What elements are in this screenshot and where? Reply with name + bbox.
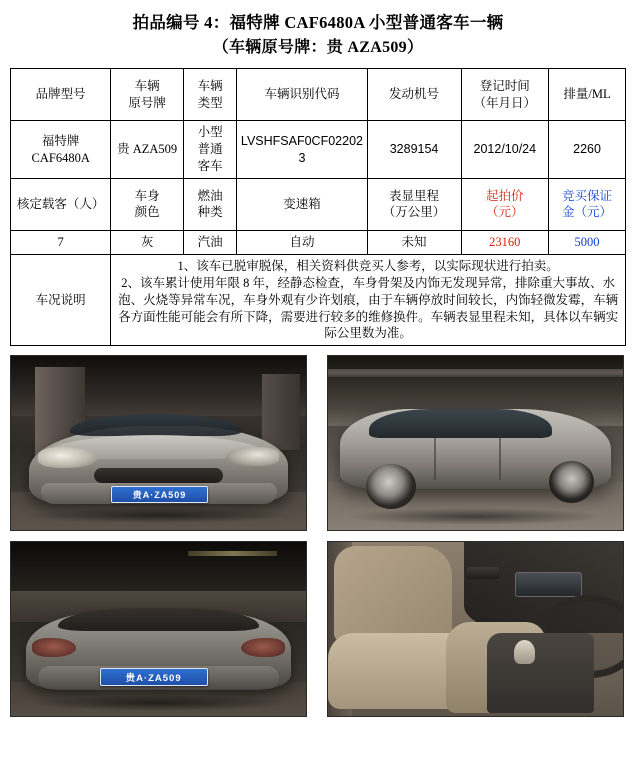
header-deposit: 竞买保证 金（元）: [549, 178, 626, 230]
value-body-color: 灰: [111, 230, 184, 254]
side-rear-view-image: [328, 356, 623, 530]
title-line-2: （车辆原号牌：贵 AZA509）: [212, 38, 424, 56]
side-windows: [369, 409, 552, 439]
value-start-price: 23160: [461, 230, 549, 254]
table-description-row: [11, 254, 626, 345]
headlight-right: [226, 447, 279, 466]
header-registration-date: 登记时间 （年月日）: [461, 69, 549, 121]
value-brand-model: 福特牌 CAF6480A: [11, 121, 111, 179]
header-body-color: 车身 颜色: [111, 178, 184, 230]
value-fuel-type: 汽油: [183, 230, 236, 254]
car-shadow: [29, 695, 289, 711]
ceiling-light: [188, 551, 277, 556]
car-shadow: [346, 508, 606, 525]
center-screen: [515, 572, 582, 597]
interior-view-photo: [327, 541, 624, 717]
air-vent: [467, 567, 499, 579]
seat-backrest: [334, 546, 452, 643]
front-view-photo: [10, 355, 307, 531]
description-label: 车况说明: [11, 254, 111, 345]
garage-pillar-secondary: [262, 374, 300, 451]
value-engine-no: 3289154: [367, 121, 461, 179]
license-plate: 贵A·ZA509: [111, 486, 207, 503]
description-line-1: 1、该车已脱审脱保，相关资料供竞买人参考，以实际现状进行拍卖。: [177, 258, 559, 273]
header-vehicle-type: 车辆 类型: [183, 69, 236, 121]
taillight-right: [241, 638, 285, 657]
value-registration-date: 2012/10/24: [461, 121, 549, 179]
value-deposit: 5000: [549, 230, 626, 254]
vehicle-info-table: [10, 68, 626, 346]
table-value-row-2: [11, 230, 626, 254]
front-grille: [94, 468, 224, 484]
value-displacement: 2260: [549, 121, 626, 179]
header-engine-no: 发动机号: [367, 69, 461, 121]
headlight-left: [38, 447, 97, 468]
rear-view-photo: [10, 541, 307, 717]
value-original-plate: 贵 AZA509: [111, 121, 184, 179]
license-plate: 贵A·ZA509: [100, 668, 208, 687]
header-gearbox: 变速箱: [237, 178, 367, 230]
side-rear-view-photo: [327, 355, 624, 531]
taillight-left: [32, 638, 76, 657]
front-view-image: [11, 356, 306, 530]
rear-view-image: [11, 542, 306, 716]
value-vehicle-type: 小型 普通 客车: [183, 121, 236, 179]
title-line-1: 拍品编号 4：福特牌 CAF6480A 小型普通客车一辆: [132, 13, 504, 32]
value-mileage: 未知: [367, 230, 461, 254]
header-capacity: 核定载客（人）: [11, 178, 111, 230]
header-original-plate: 车辆 原号牌: [111, 69, 184, 121]
vehicle-photo-grid: [10, 355, 626, 717]
ceiling-pipe: [328, 369, 623, 378]
windshield: [70, 414, 241, 437]
value-gearbox: 自动: [237, 230, 367, 254]
table-header-row-2: [11, 178, 626, 230]
page-title: [10, 10, 626, 60]
header-brand-model: 品牌型号: [11, 69, 111, 121]
center-console: [487, 633, 593, 713]
header-start-price: 起拍价 （元）: [461, 178, 549, 230]
header-mileage: 表显里程 （万公里）: [367, 178, 461, 230]
description-body: [111, 254, 626, 345]
header-displacement: 排量/ML: [549, 69, 626, 121]
description-line-2: 2、该车累计使用年限 8 年，经静态检查，车身骨架及内饰无发现异常，排除重大事故、水泡、火烧等异常车况，车身外观有少许划痕，由于车辆停放时间较长，内饰轻微发霉，车辆各方面性能可能会有所下降，需要进行较多的维修换件。车辆表显里程未知，具体以车辆实际公里数为准。: [118, 275, 619, 341]
wheel-front: [549, 461, 593, 503]
header-vin: 车辆识别代码: [237, 69, 367, 121]
table-header-row-1: [11, 69, 626, 121]
header-fuel-type: 燃油 种类: [183, 178, 236, 230]
door-seam-rear: [499, 436, 501, 480]
car-shadow: [26, 508, 292, 524]
table-value-row-1: [11, 121, 626, 179]
door-seam-front: [434, 438, 436, 480]
interior-view-image: [328, 542, 623, 716]
rear-window: [58, 608, 259, 631]
value-vin: LVSHFSAF0CF022023: [237, 121, 367, 179]
gear-shifter: [514, 640, 535, 664]
value-capacity: 7: [11, 230, 111, 254]
